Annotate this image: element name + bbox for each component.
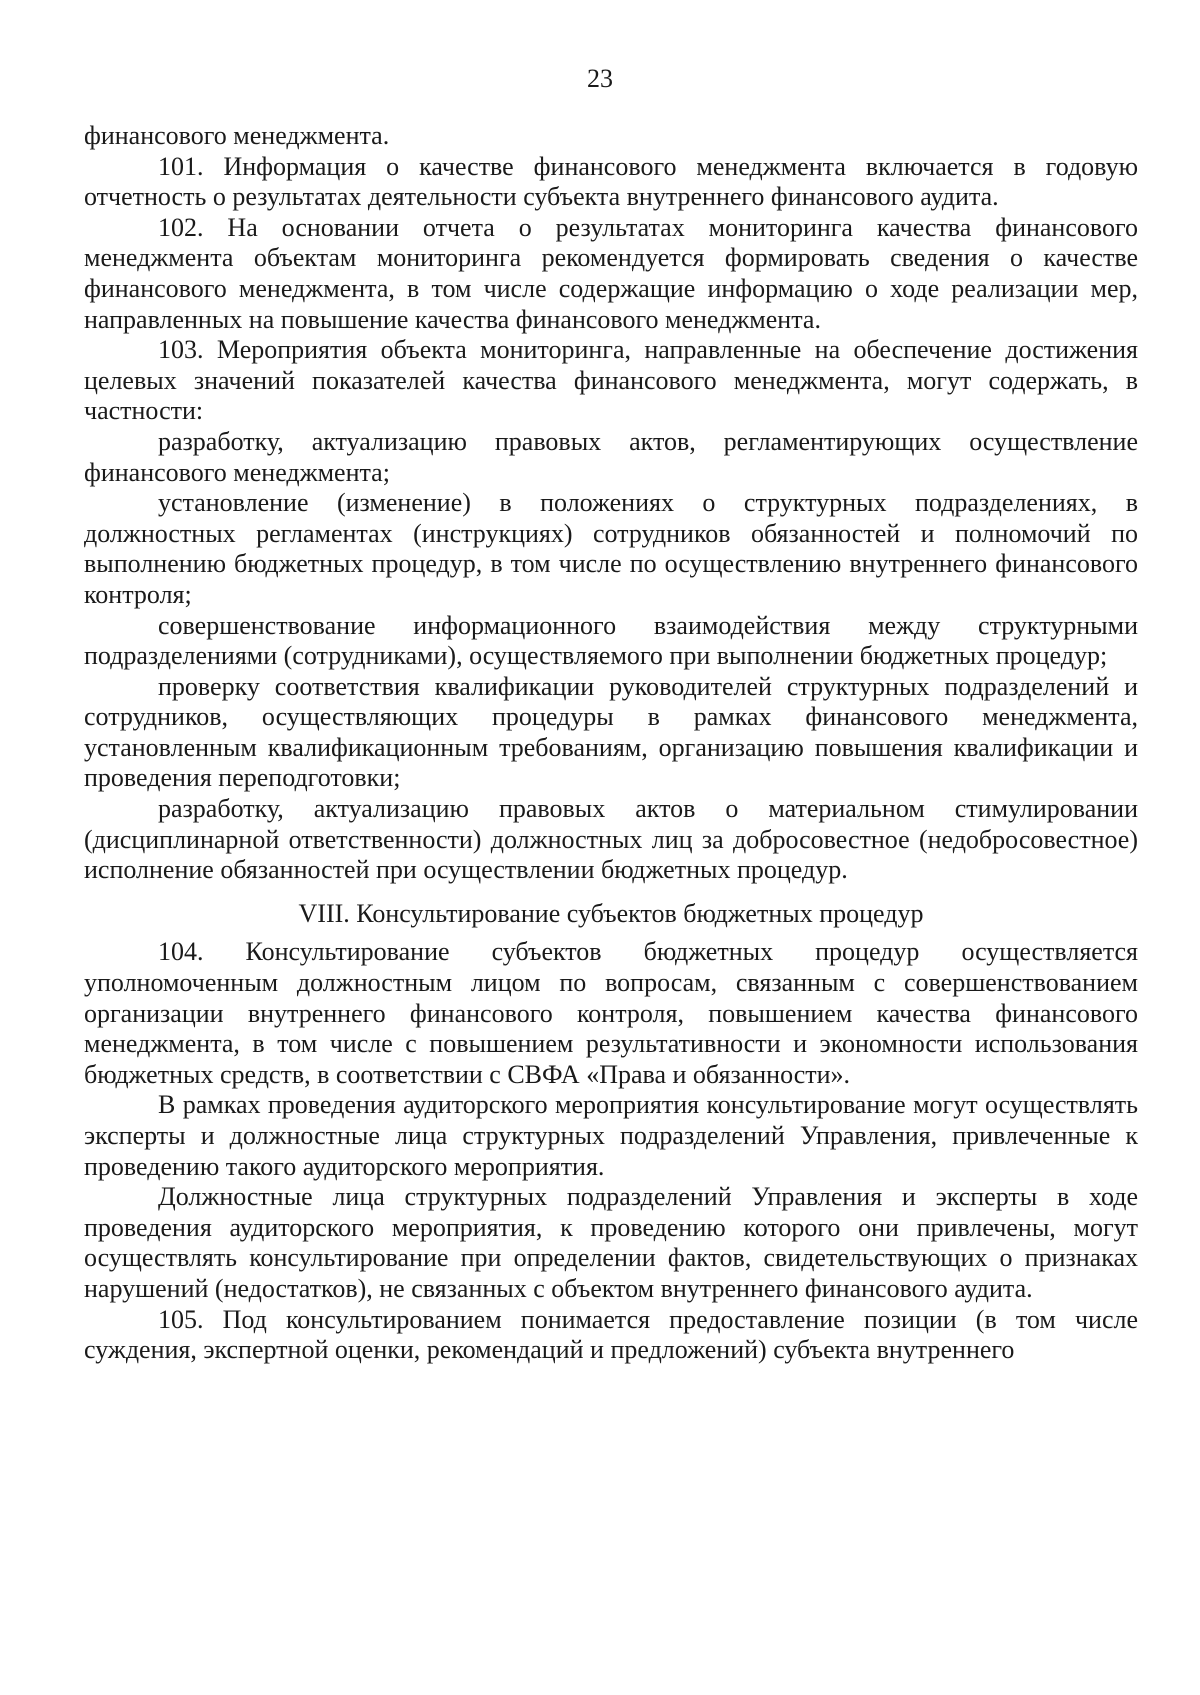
list-item-incentives: разработку, актуализацию правовых актов о материальном стимулировании (дисциплинарной ответственности) должностных лиц за добросовестное (недобросовестное) исполнение обязанностей при осуществлении бюджетных процедур. (84, 794, 1138, 885)
paragraph-103: 103. Мероприятия объекта мониторинга, направленные на обеспечение достижения целевых значений показателей качества финансового менеджмента, могут содержать, в частности: (84, 335, 1138, 426)
paragraph-101: 101. Информация о качестве финансового менеджмента включается в годовую отчетность о результатах деятельности субъекта внутреннего финансового аудита. (84, 151, 1138, 212)
list-item-legal-acts: разработку, актуализацию правовых актов, регламентирующих осуществление финансового менеджмента; (84, 426, 1138, 487)
paragraph-105: 105. Под консультированием понимается предоставление позиции (в том числе суждения, экспертной оценки, рекомендаций и предложений) субъекта внутреннего (84, 1304, 1138, 1365)
document-body (84, 121, 1138, 1366)
list-item-information-exchange: совершенствование информационного взаимодействия между структурными подразделениями (сотрудниками), осуществляемого при выполнении бюджетных процедур; (84, 610, 1138, 671)
paragraph-consulting-officials: Должностные лица структурных подразделений Управления и эксперты в ходе проведения аудиторского мероприятия, к проведению которого они привлечены, могут осуществлять консультирование при определении фактов, свидетельствующих о признаках нарушений (недостатков), не связанных с объектом внутреннего финансового аудита. (84, 1182, 1138, 1303)
list-item-qualification-check: проверку соответствия квалификации руководителей структурных подразделений и сотрудников, осуществляющих процедуры в рамках финансового менеджмента, установленным квалификационным требованиям, организацию повышения квалификации и проведения переподготовки; (84, 671, 1138, 793)
paragraph-consulting-experts: В рамках проведения аудиторского мероприятия консультирование могут осуществлять эксперты и должностные лица структурных подразделений Управления, привлеченные к проведению такого аудиторского мероприятия. (84, 1090, 1138, 1181)
page-number: 23 (587, 64, 613, 93)
section-heading: VIII. Консультирование субъектов бюджетных процедур (298, 898, 924, 928)
paragraph-102: 102. На основании отчета о результатах мониторинга качества финансового менеджмента объектам мониторинга рекомендуется формировать сведения о качестве финансового менеджмента, в том числе содержащие информацию о ходе реализации мер, направленных на повышение качества финансового менеджмента. (84, 212, 1138, 334)
paragraph-104: 104. Консультирование субъектов бюджетных процедур осуществляется уполномоченным должностным лицом по вопросам, связанным с совершенствованием организации внутреннего финансового контроля, повышением качества финансового менеджмента, в том числе с повышением результативности и экономности использования бюджетных средств, в соответствии с СВФА «Права и обязанности». (84, 937, 1138, 1089)
list-item-regulations: установление (изменение) в положениях о структурных подразделениях, в должностных регламентах (инструкциях) сотрудников обязанностей и полномочий по выполнению бюджетных процедур, в том числе по осуществлению внутреннего финансового контроля; (84, 488, 1138, 609)
paragraph-continuation: финансового менеджмента. (84, 121, 390, 150)
